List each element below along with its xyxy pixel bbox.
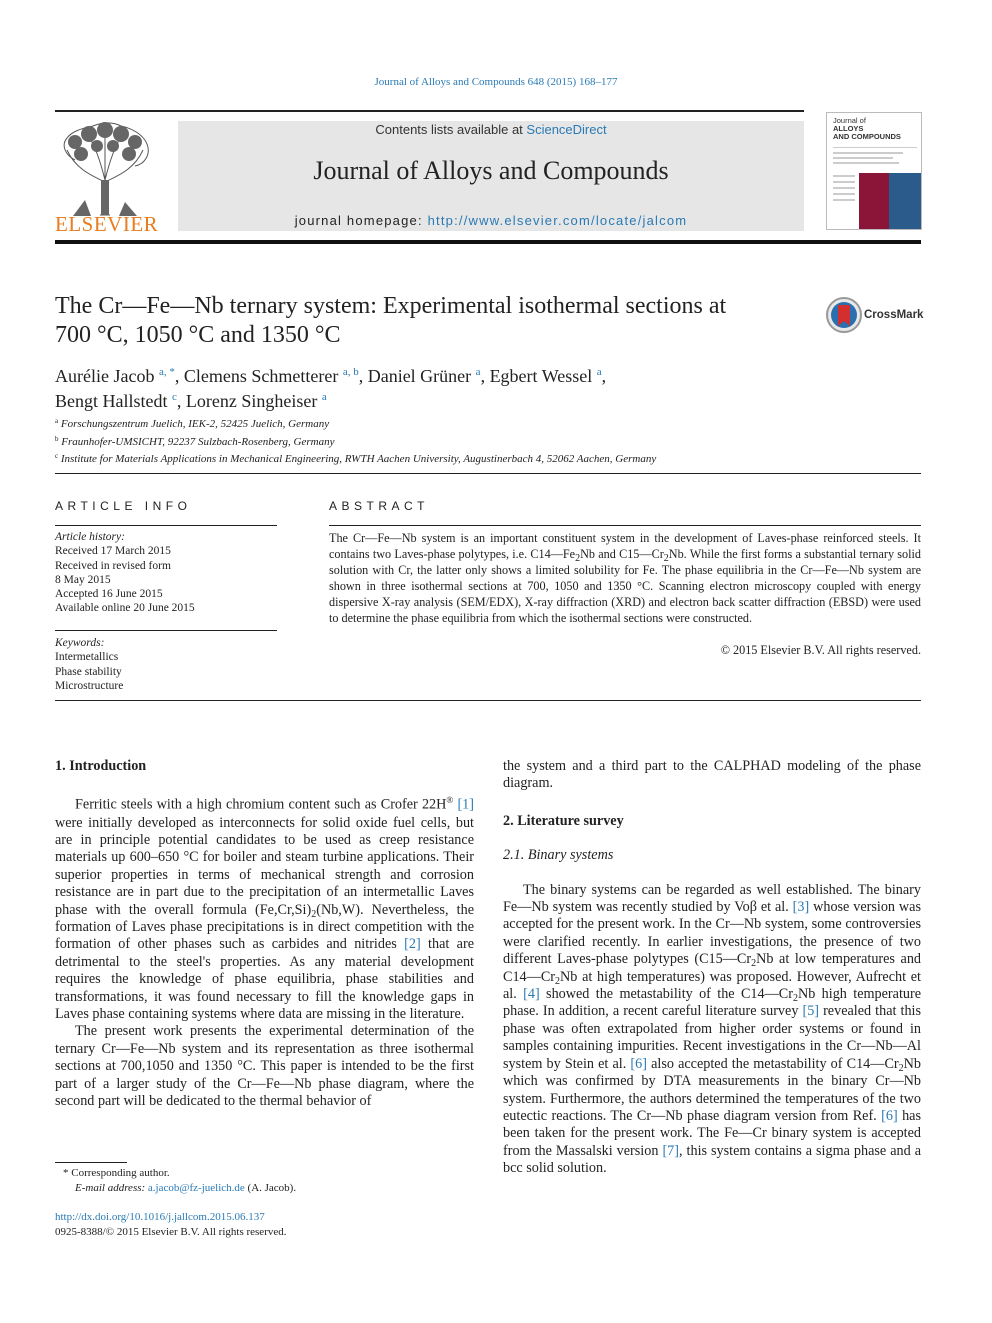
author-separator: , bbox=[174, 366, 184, 386]
homepage-prefix: journal homepage: bbox=[294, 213, 428, 228]
subscript: 2 bbox=[575, 553, 581, 564]
intro-continuation: the system and a third part to the CALPHAD modeling of the phase diagram. bbox=[503, 758, 921, 792]
abstract-part: Nb and C15—Cr bbox=[580, 547, 664, 561]
journal-cover-thumbnail[interactable] bbox=[826, 112, 922, 230]
citation-ref-4[interactable]: [4] bbox=[523, 986, 540, 1003]
crossmark-badge[interactable] bbox=[825, 296, 925, 336]
cover-title-line-1: Journal of bbox=[833, 116, 866, 125]
text-run: Nb which was confirmed by DTA measurements in the binary Cr—Nb system. Furthermore, the authors determined the temperatures of the two eutectic reactions. The Cr—Nb phase diagram version from Ref. bbox=[503, 1055, 921, 1124]
affiliation-text: Fraunhofer-UMSICHT, 92237 Sulzbach-Rosenberg, Germany bbox=[61, 435, 335, 448]
footnote-text: Corresponding author. bbox=[68, 1167, 170, 1179]
section-rule bbox=[55, 700, 921, 701]
citation-ref-3[interactable]: [3] bbox=[792, 899, 810, 916]
issn-copyright: 0925-8388/© 2015 Elsevier B.V. All rights reserved. bbox=[55, 1226, 287, 1238]
text-run: Nb at low temperatures and C14—Cr bbox=[503, 951, 922, 985]
affiliation-key: b bbox=[55, 434, 59, 443]
cover-title-line-3: AND COMPOUNDS bbox=[833, 132, 901, 141]
author-affil-marker[interactable]: c bbox=[171, 391, 177, 403]
citation-ref-6b[interactable]: [6] bbox=[881, 1107, 898, 1124]
keyword-item: Phase stability bbox=[55, 665, 122, 678]
abstract-rule bbox=[329, 525, 921, 526]
author-affil-marker[interactable]: a, b bbox=[342, 366, 359, 378]
journal-title: Journal of Alloys and Compounds bbox=[313, 156, 669, 185]
email-suffix: (A. Jacob). bbox=[244, 1182, 297, 1194]
author-affil-marker[interactable]: a, * bbox=[158, 366, 175, 378]
citation-ref-6[interactable]: [6] bbox=[630, 1055, 647, 1072]
author-separator: , bbox=[480, 366, 490, 386]
article-info-heading: ARTICLE INFO bbox=[55, 499, 192, 513]
keywords-list bbox=[55, 636, 277, 693]
abstract-heading: ABSTRACT bbox=[329, 499, 430, 513]
author-name[interactable]: Bengt Hallstedt bbox=[55, 391, 168, 411]
cover-text-lines bbox=[833, 147, 917, 169]
text-run: The binary systems can be regarded as well established. The binary Fe—Nb system was recently studied by Voβ et al. bbox=[503, 881, 921, 916]
journal-citation[interactable]: Journal of Alloys and Compounds 648 (2015) 168–177 bbox=[374, 76, 618, 88]
text-run: , this system contains a sigma phase and a bcc solid solution. bbox=[503, 1142, 921, 1177]
history-label: Article history: bbox=[55, 531, 125, 543]
corresponding-author-footnote bbox=[55, 1166, 474, 1196]
registered-mark: ® bbox=[446, 795, 454, 806]
footnote-email-line bbox=[55, 1181, 474, 1196]
article-info-rule bbox=[55, 525, 277, 526]
footnote-marker: * bbox=[63, 1167, 69, 1179]
text-run: also accepted the metastability of C14—Cr bbox=[646, 1055, 899, 1072]
author-name[interactable]: Clemens Schmetterer bbox=[183, 366, 339, 386]
text-run: were initially developed as interconnects for solid oxide fuel cells, but are in principle potential candidates to be used as creep resistance materials up 600–650 °C for boiler and steam turbine applications. Their superior properties in terms of mechanical strength and corrosion resistance are in part due to the precipitation of an intermetallic Laves phase with the overall formula (Fe,Cr,Si) bbox=[55, 814, 474, 918]
history-item: Received in revised form bbox=[55, 559, 171, 572]
citation-ref-1[interactable]: [1] bbox=[457, 797, 474, 814]
footnote-line bbox=[55, 1166, 474, 1181]
subscript: 2 bbox=[555, 975, 561, 987]
author-affil-marker[interactable]: a bbox=[596, 366, 602, 378]
author-list bbox=[55, 362, 815, 412]
elsevier-wordmark: ELSEVIER bbox=[55, 212, 159, 236]
affiliation-list bbox=[55, 414, 921, 467]
subscript: 2 bbox=[751, 958, 757, 970]
author-separator: , bbox=[601, 366, 607, 386]
cover-title-line-2: ALLOYS bbox=[833, 124, 864, 133]
affiliation-item bbox=[55, 414, 921, 432]
body-left-column bbox=[55, 758, 474, 1110]
author-name[interactable]: Daniel Grüner bbox=[367, 366, 472, 386]
homepage-link[interactable]: http://www.elsevier.com/locate/jalcom bbox=[427, 213, 688, 228]
binary-systems-paragraph bbox=[503, 882, 921, 1178]
header-thick-rule bbox=[55, 240, 921, 244]
abstract-part: Nb. While the first forms a substantial ternary solid solution with Cr, the latter only shows a limited solubility for Fe. The phase equilibria in the Cr—Fe—Nb system are shown in three isothermal sections at 700, 1050 and 1350 °C. Scanning electron microscopy coupled with energy dispersive X-ray analysis (SEM/EDX), X-ray diffraction (XRD) and electron back scatter diffraction (EBSD) were used to determine the phase equilibria from which the isothermal sections were constructed. bbox=[329, 547, 921, 625]
sciencedirect-link[interactable]: ScienceDirect bbox=[526, 122, 607, 137]
intro-paragraph-1 bbox=[55, 792, 474, 1023]
history-item: Received 17 March 2015 bbox=[55, 545, 171, 558]
text-run: (Nb,W). Nevertheless, the formation of Laves phase precipitations is in direct competition with the formation of other phases such as carbides and nitrides bbox=[55, 901, 474, 953]
author-name[interactable]: Aurélie Jacob bbox=[55, 366, 155, 386]
cover-red-block bbox=[859, 173, 889, 229]
history-item: Available online 20 June 2015 bbox=[55, 602, 195, 615]
history-item: Accepted 16 June 2015 bbox=[55, 588, 163, 601]
cover-side-lines bbox=[833, 175, 855, 201]
article-history bbox=[55, 530, 277, 616]
text-run: Nb at high temperatures) was proposed. However, Aufrecht et al. bbox=[503, 968, 921, 1003]
citation-ref-5[interactable]: [5] bbox=[802, 1003, 820, 1020]
history-item: 8 May 2015 bbox=[55, 573, 111, 586]
text-run: showed the metastability of the C14—Cr bbox=[539, 986, 793, 1003]
subscript: 2 bbox=[311, 908, 317, 920]
author-affil-marker[interactable]: a bbox=[321, 391, 327, 403]
text-run: has been taken for the present work. The Fe—Cr binary system is accepted from the Massalski version bbox=[503, 1107, 921, 1159]
crossmark-label: CrossMark bbox=[864, 309, 924, 321]
keywords-label: Keywords: bbox=[55, 637, 105, 649]
author-line-2 bbox=[55, 387, 815, 412]
section-heading-introduction: 1. Introduction bbox=[55, 758, 147, 774]
affiliation-item bbox=[55, 432, 921, 450]
author-email-link[interactable]: a.jacob@fz-juelich.de bbox=[147, 1182, 245, 1194]
keyword-item: Microstructure bbox=[55, 679, 124, 692]
citation-ref-7[interactable]: [7] bbox=[662, 1142, 679, 1159]
text-run: whose version was accepted for the present work. In the Cr—Nb system, some controversies were clarified recently. In earlier investigations, the presence of two different Laves-phase polytypes (C15—Cr bbox=[503, 899, 921, 968]
keyword-item: Intermetallics bbox=[55, 651, 119, 664]
body-right-column bbox=[503, 758, 921, 1178]
author-name[interactable]: Lorenz Singheiser bbox=[185, 391, 318, 411]
intro-paragraph-2: The present work presents the experimental determination of the ternary Cr—Fe—Nb system and its representation as three isothermal sections at 700,1050 and 1350 °C. This paper is intended to be the first part of a larger study of the Cr—Fe—Nb phase diagram, where the second part will be dedicated to the thermal behavior of bbox=[55, 1023, 474, 1110]
top-rule bbox=[55, 110, 804, 112]
affiliation-item bbox=[55, 449, 921, 467]
contents-prefix: Contents lists available at bbox=[375, 122, 527, 137]
email-label: E-mail address: bbox=[75, 1182, 148, 1194]
affiliation-text: Institute for Materials Applications in Mechanical Engineering, RWTH Aachen University, Augustinerbach 4, 52062 Aachen, Germany bbox=[60, 453, 657, 465]
author-affil-marker[interactable]: a bbox=[475, 366, 481, 378]
section-heading-literature-survey: 2. Literature survey bbox=[503, 812, 624, 829]
subscript: 2 bbox=[898, 1062, 904, 1074]
author-separator: , bbox=[176, 391, 186, 411]
cover-blue-block bbox=[889, 173, 921, 229]
affiliation-text: Forschungszentrum Juelich, IEK-2, 52425 Juelich, Germany bbox=[60, 418, 330, 430]
contents-line bbox=[178, 122, 804, 137]
abstract-copyright: © 2015 Elsevier B.V. All rights reserved. bbox=[720, 643, 921, 657]
paper-title bbox=[55, 292, 815, 350]
text-run: Nb high temperature phase. In addition, a recent careful literature survey bbox=[503, 986, 922, 1020]
keywords-rule bbox=[55, 630, 277, 631]
text-run: Ferritic steels with a high chromium content such as Crofer 22H bbox=[75, 797, 447, 814]
author-line-1 bbox=[55, 362, 815, 387]
citation-ref-2[interactable]: [2] bbox=[404, 936, 421, 953]
affiliation-key: c bbox=[55, 452, 59, 460]
author-name[interactable]: Egbert Wessel bbox=[489, 366, 593, 386]
section-rule bbox=[55, 473, 921, 474]
text-run: revealed that this phase was often extrapolated from higher order systems or found in samples containing impurities. Recent investigations in the Cr—Nb—Al system by Stein et al. bbox=[503, 1003, 921, 1072]
affiliation-key: a bbox=[55, 417, 59, 425]
doi-link[interactable]: http://dx.doi.org/10.1016/j.jallcom.2015.06.137 bbox=[55, 1211, 265, 1223]
subsection-heading-binary-systems: 2.1. Binary systems bbox=[503, 847, 614, 864]
subscript: 2 bbox=[792, 993, 798, 1005]
paper-title-line-1: The Cr—Fe—Nb ternary system: Experimental isothermal sections at bbox=[55, 293, 727, 319]
abstract-text bbox=[329, 530, 921, 626]
text-run: that are detrimental to the steel's properties. As any material development requires the knowledge of phase equilibria, phase stabilities and transformations, it was found necessary to fill the knowledge gaps in Laves phase containing systems where data are missing in the literature. bbox=[55, 936, 475, 1023]
journal-homepage bbox=[178, 213, 804, 228]
paper-title-line-2: 700 °C, 1050 °C and 1350 °C bbox=[55, 322, 341, 348]
subscript: 2 bbox=[663, 553, 669, 564]
abstract-part: The Cr—Fe—Nb system is an important constituent system in the development of Laves-phase reinforced steels. It contains two Laves-phase polytypes, i.e. C14—Fe bbox=[329, 531, 921, 561]
footnote-rule bbox=[55, 1162, 127, 1163]
author-separator: , bbox=[358, 366, 368, 386]
crossmark-icon bbox=[825, 296, 863, 334]
